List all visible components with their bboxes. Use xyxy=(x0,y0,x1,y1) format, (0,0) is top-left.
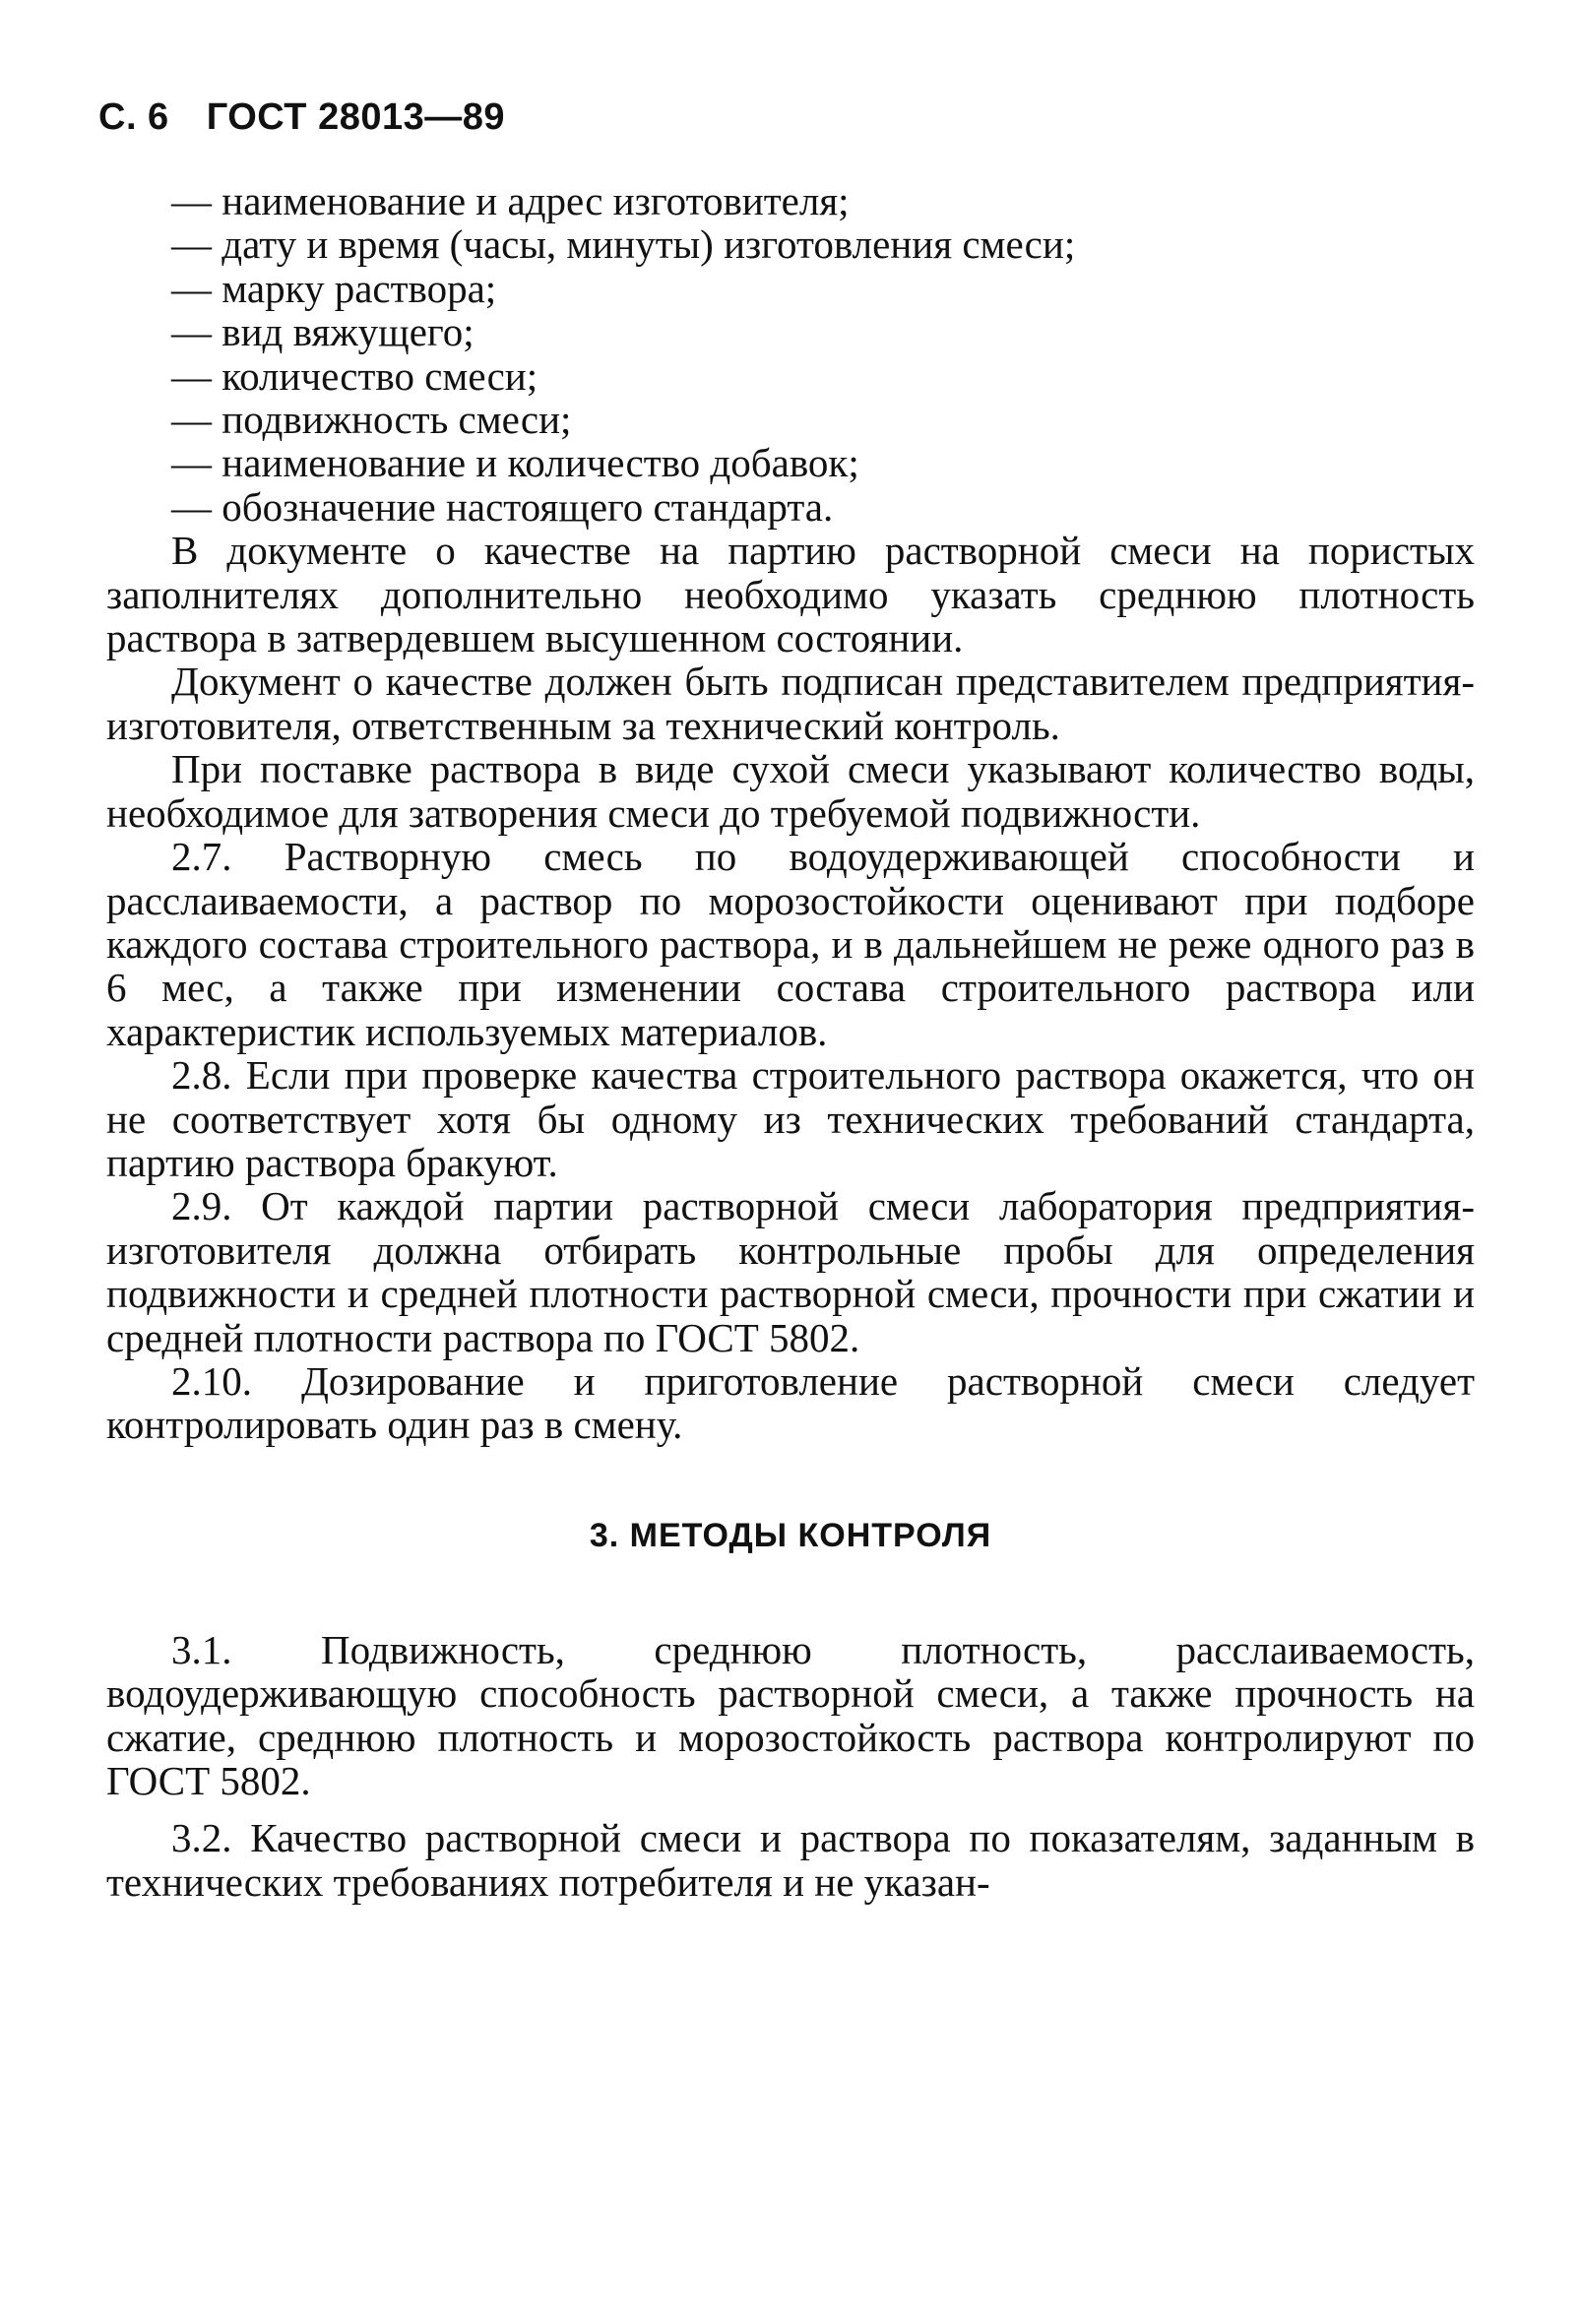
clause-2-8: 2.8. Если при проверке качества строительного раствора окажется, что он не соответствует хотя бы одному из технических требований стандарта, партию раствора бракуют. xyxy=(106,1052,1475,1185)
paragraph-porous-aggregates: В документе о качестве на партию растворной смеси на пористых заполнителях дополнительно необходимо указать среднюю плотность раствора в затвердевшем высушенном состоянии. xyxy=(106,528,1475,661)
clause-3-1: 3.1. Подвижность, среднюю плотность, расслаиваемость, водоудерживающую способность растворной смеси, а также прочность на сжатие, среднюю плотность и морозостойкость раствора контролируют по ГОСТ 5802. xyxy=(106,1626,1475,1803)
list-item: — дату и время (часы, минуты) изготовления смеси; xyxy=(171,221,1076,268)
list-item: — количество смеси; xyxy=(171,352,538,399)
requisites-list xyxy=(106,179,1475,529)
list-item: — наименование и адрес изготовителя; xyxy=(171,178,850,223)
document-body xyxy=(106,179,1475,1904)
clause-2-10: 2.10. Дозирование и приготовление растворной смеси следует контролировать один раз в смену. xyxy=(106,1357,1475,1448)
paragraph-quality-document-signature: Документ о качестве должен быть подписан представителем предприятия-изготовителя, ответственным за технический контроль. xyxy=(106,659,1475,748)
standard-code: ГОСТ 28013—89 xyxy=(206,96,506,138)
paragraph-gap xyxy=(106,1802,1475,1816)
clause-3-2: 3.2. Качество растворной смеси и раствора по показателям, заданным в технических требованиях потребителя и не указан- xyxy=(106,1815,1475,1905)
list-item: — марку раствора; xyxy=(171,265,497,311)
page-header xyxy=(98,96,505,139)
page-number: С. 6 xyxy=(98,96,169,138)
section-title: 3. МЕТОДЫ КОНТРОЛЯ xyxy=(589,1516,992,1554)
list-item: — обозначение настоящего стандарта. xyxy=(171,483,834,530)
clause-2-7: 2.7. Растворную смесь по водоудерживающей способности и расслаиваемости, а раствор по морозостойкости оценивают при подборе каждого состава строительного раствора, и в дальнейшем не реже одного раз в 6 мес, а также при изменении состава строительного раствора или характеристик используемых материалов. xyxy=(106,834,1475,1054)
list-item: — вид вяжущего; xyxy=(171,309,475,355)
list-item: — наименование и количество добавок; xyxy=(171,440,859,486)
paragraph-dry-mix-water: При поставке раствора в виде сухой смеси указывают количество воды, необходимое для затворения смеси до требуемой подвижности. xyxy=(106,746,1475,836)
clause-2-9: 2.9. От каждой партии растворной смеси лаборатория предприятия-изготовителя должна отбирать контрольные пробы для определения подвижности и средней плотности растворной смеси, прочности при сжатии и средней плотности раствора по ГОСТ 5802. xyxy=(106,1183,1475,1360)
list-item: — подвижность смеси; xyxy=(171,397,572,443)
